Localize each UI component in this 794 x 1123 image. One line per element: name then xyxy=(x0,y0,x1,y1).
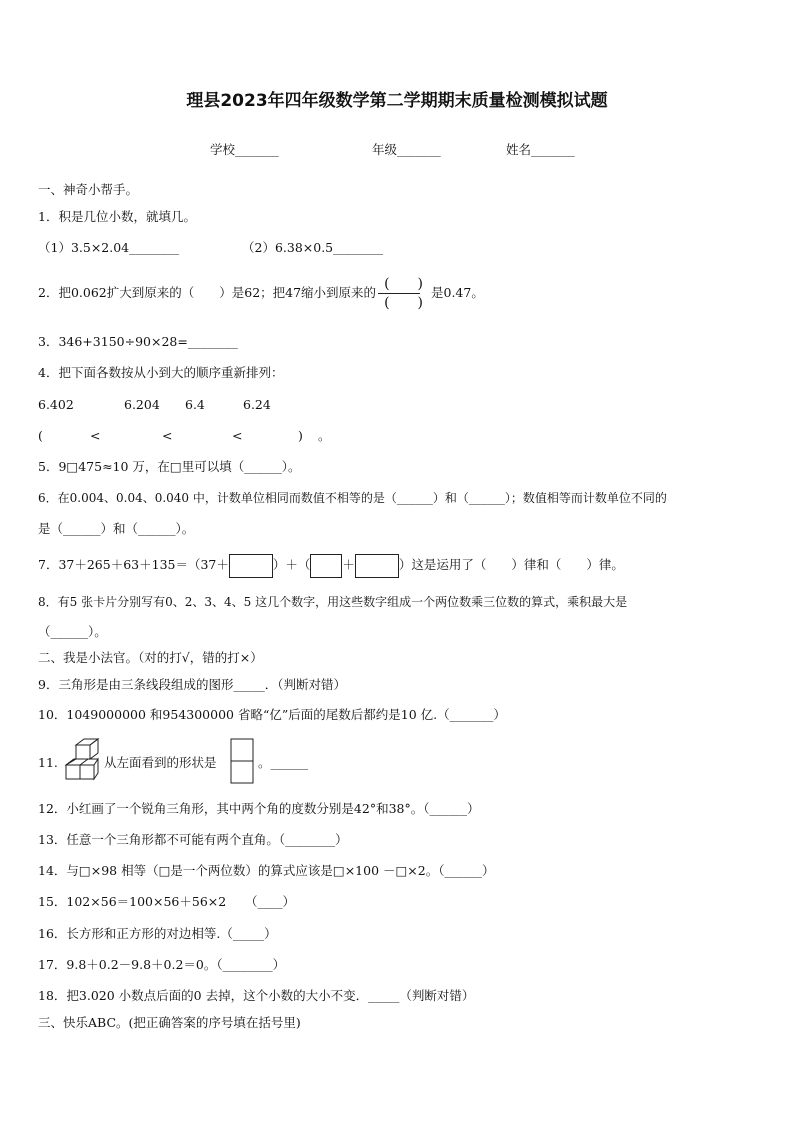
grade-field[interactable]: 年级_______ xyxy=(372,142,441,157)
question-13: 13．任意一个三角形都不可能有两个直角。（________） xyxy=(38,832,348,847)
answer-box[interactable] xyxy=(310,554,342,578)
cube-stack-icon xyxy=(64,737,102,791)
side-view-icon xyxy=(230,738,254,788)
question-17: 17．9.8＋0.2－9.8＋0.2＝0。（________） xyxy=(38,957,286,972)
question-1a: （1）3.5×2.04________ xyxy=(38,240,180,255)
question-4-seq-open: ( xyxy=(38,428,43,443)
question-11-text: 从左面看到的形状是 xyxy=(104,755,217,770)
answer-box[interactable] xyxy=(355,554,399,578)
question-15: 15．102×56＝100×56＋56×2 （____） xyxy=(38,894,295,909)
question-6-line-1: 6．在0.004、0.04、0.040 中，计数单位相同而数值不相等的是（______）和（______）；数值相等而计数单位不同的 xyxy=(38,491,667,505)
name-field[interactable]: 姓名_______ xyxy=(506,142,575,157)
question-1b: （2）6.38×0.5________ xyxy=(242,240,384,255)
question-1-stem: 1．积是几位小数，就填几。 xyxy=(38,209,196,224)
page-title: 理县2023年四年级数学第二学期期末质量检测模拟试题 xyxy=(186,91,608,111)
question-11-number: 11. xyxy=(38,755,58,770)
fraction-numerator[interactable]: ( ) xyxy=(384,276,423,292)
question-7-part-3: ＋ xyxy=(342,557,355,572)
section-3-heading: 三、快乐ABC。(把正确答案的序号填在括号里) xyxy=(38,1015,301,1030)
answer-box[interactable] xyxy=(229,554,273,578)
question-10: 10．1049000000 和954300000 省略“亿”后面的尾数后都约是10 亿.（_______） xyxy=(38,707,506,722)
question-2 xyxy=(38,272,484,314)
section-1-heading: 一、神奇小帮手。 xyxy=(38,182,139,197)
fraction-denominator[interactable]: ( ) xyxy=(384,295,423,311)
question-5: 5．9□475≈10 万，在□里可以填（______）。 xyxy=(38,459,301,474)
question-4-number: 6.402 xyxy=(38,397,74,412)
question-8-line-2: （______）。 xyxy=(38,624,107,639)
section-2-heading: 二、我是小法官。（对的打√，错的打×） xyxy=(38,650,263,665)
question-2-fraction xyxy=(378,275,429,312)
question-2-text: 2．把0.062扩大到原来的（ ）是62；把47缩小到原来的 xyxy=(38,285,377,300)
question-8-line-1: 8．有5 张卡片分别写有0、2、3、4、5 这几个数字，用这些数字组成一个两位数乘三位数的算式，乘积最大是 xyxy=(38,595,628,609)
question-7-part-1: 7．37＋265＋63＋135＝（37＋ xyxy=(38,557,229,572)
question-4-seq-lt: < xyxy=(232,428,243,443)
question-4-number: 6.24 xyxy=(243,397,271,412)
question-14: 14．与□×98 相等（□是一个两位数）的算式应该是□×100 －□×2。（______） xyxy=(38,863,495,878)
school-field[interactable]: 学校_______ xyxy=(210,142,279,157)
question-11-answer[interactable]: 。______ xyxy=(258,755,309,770)
question-16: 16．长方形和正方形的对边相等.（_____） xyxy=(38,926,277,941)
question-4-stem: 4．把下面各数按从小到大的顺序重新排列： xyxy=(38,365,284,380)
question-4-seq-lt: < xyxy=(162,428,173,443)
question-4-number: 6.4 xyxy=(185,397,205,412)
question-7-part-4: ）这是运用了（ ）律和（ ）律。 xyxy=(398,557,624,572)
question-7 xyxy=(38,552,624,578)
question-12: 12．小红画了一个锐角三角形，其中两个角的度数分别是42°和38°。（______） xyxy=(38,801,480,816)
question-4-number: 6.204 xyxy=(124,397,160,412)
question-6-line-2: 是（______）和（______）。 xyxy=(38,521,195,536)
question-18: 18．把3.020 小数点后面的0 去掉，这个小数的大小不变．_____（判断对错） xyxy=(38,988,475,1003)
question-4-seq-end: 。 xyxy=(318,428,331,443)
question-4-seq-close: ) xyxy=(298,428,303,443)
question-9: 9．三角形是由三条线段组成的图形_____．（判断对错） xyxy=(38,677,346,692)
question-2-tail: 是0.47。 xyxy=(431,285,484,300)
question-3: 3．346+3150÷90×28=________ xyxy=(38,334,238,349)
question-7-part-2: ）＋（ xyxy=(272,557,311,572)
question-4-seq-lt: < xyxy=(90,428,101,443)
